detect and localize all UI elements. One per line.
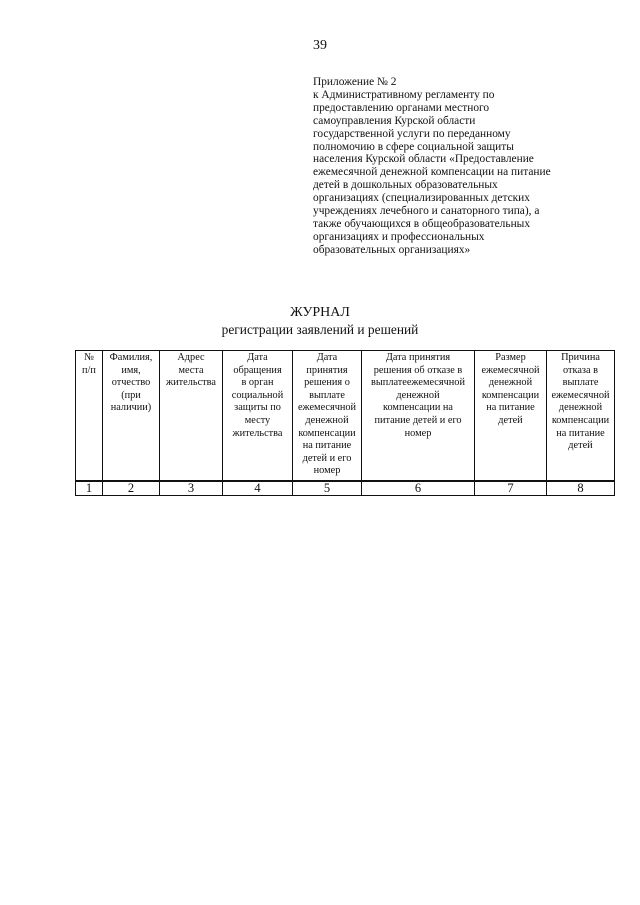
column-number: 1 <box>76 481 103 496</box>
appendix-line: предоставлению органами местного <box>313 101 490 114</box>
column-number: 6 <box>362 481 475 496</box>
appendix-line: организациях и профессиональных <box>313 230 485 243</box>
appendix-line: учреждениях лечебного и санаторного типа), а <box>313 205 540 218</box>
column-number: 8 <box>547 481 615 496</box>
table-header-row <box>76 351 615 481</box>
header-address: Адрес места жительства <box>160 351 223 481</box>
header-compensation-amount: Размер ежемесячной денежной компенсации на питание детей <box>475 351 547 481</box>
column-number: 5 <box>293 481 362 496</box>
registration-journal-table <box>75 350 615 496</box>
appendix-line: самоуправления Курской области <box>313 114 476 127</box>
appendix-line: образовательных организациях» <box>313 243 471 256</box>
journal-subtitle: регистрации заявлений и решений <box>221 322 419 337</box>
page-number: 39 <box>313 38 327 53</box>
column-number-row <box>76 481 615 496</box>
appendix-line: Приложение № 2 <box>313 76 397 88</box>
appendix-note <box>313 76 575 257</box>
column-number: 4 <box>223 481 293 496</box>
appendix-line: полномочию в сфере социальной защиты <box>313 140 514 153</box>
column-number: 7 <box>475 481 547 496</box>
appendix-line: ежемесячной денежной компенсации на питание <box>313 166 551 179</box>
header-payment-decision-date: Дата принятия решения о выплате ежемесячной денежной компенсации на питание детей и его номер <box>293 351 362 481</box>
appendix-line: государственной услуги по переданному <box>313 127 511 140</box>
column-number: 3 <box>160 481 223 496</box>
appendix-line: детей в дошкольных образовательных <box>313 179 498 192</box>
header-refusal-decision-date: Дата принятия решения об отказе в выплатеежемесячной денежной компенсации на питание детей и его номер <box>362 351 475 481</box>
header-application-date: Дата обращения в орган социальной защиты по месту жительства <box>223 351 293 481</box>
appendix-line: населения Курской области «Предоставление <box>313 153 534 166</box>
journal-title: ЖУРНАЛ <box>290 305 350 320</box>
appendix-line: также обучающихся в общеобразовательных <box>313 217 531 230</box>
header-number: № п/п <box>76 351 103 481</box>
appendix-line: к Административному регламенту по <box>313 88 495 101</box>
column-number: 2 <box>103 481 160 496</box>
appendix-line: организациях (специализированных детских <box>313 192 530 205</box>
header-refusal-reason: Причина отказа в выплате ежемесячной денежной компенсации на питание детей <box>547 351 615 481</box>
header-full-name: Фамилия, имя, отчество (при наличии) <box>103 351 160 481</box>
